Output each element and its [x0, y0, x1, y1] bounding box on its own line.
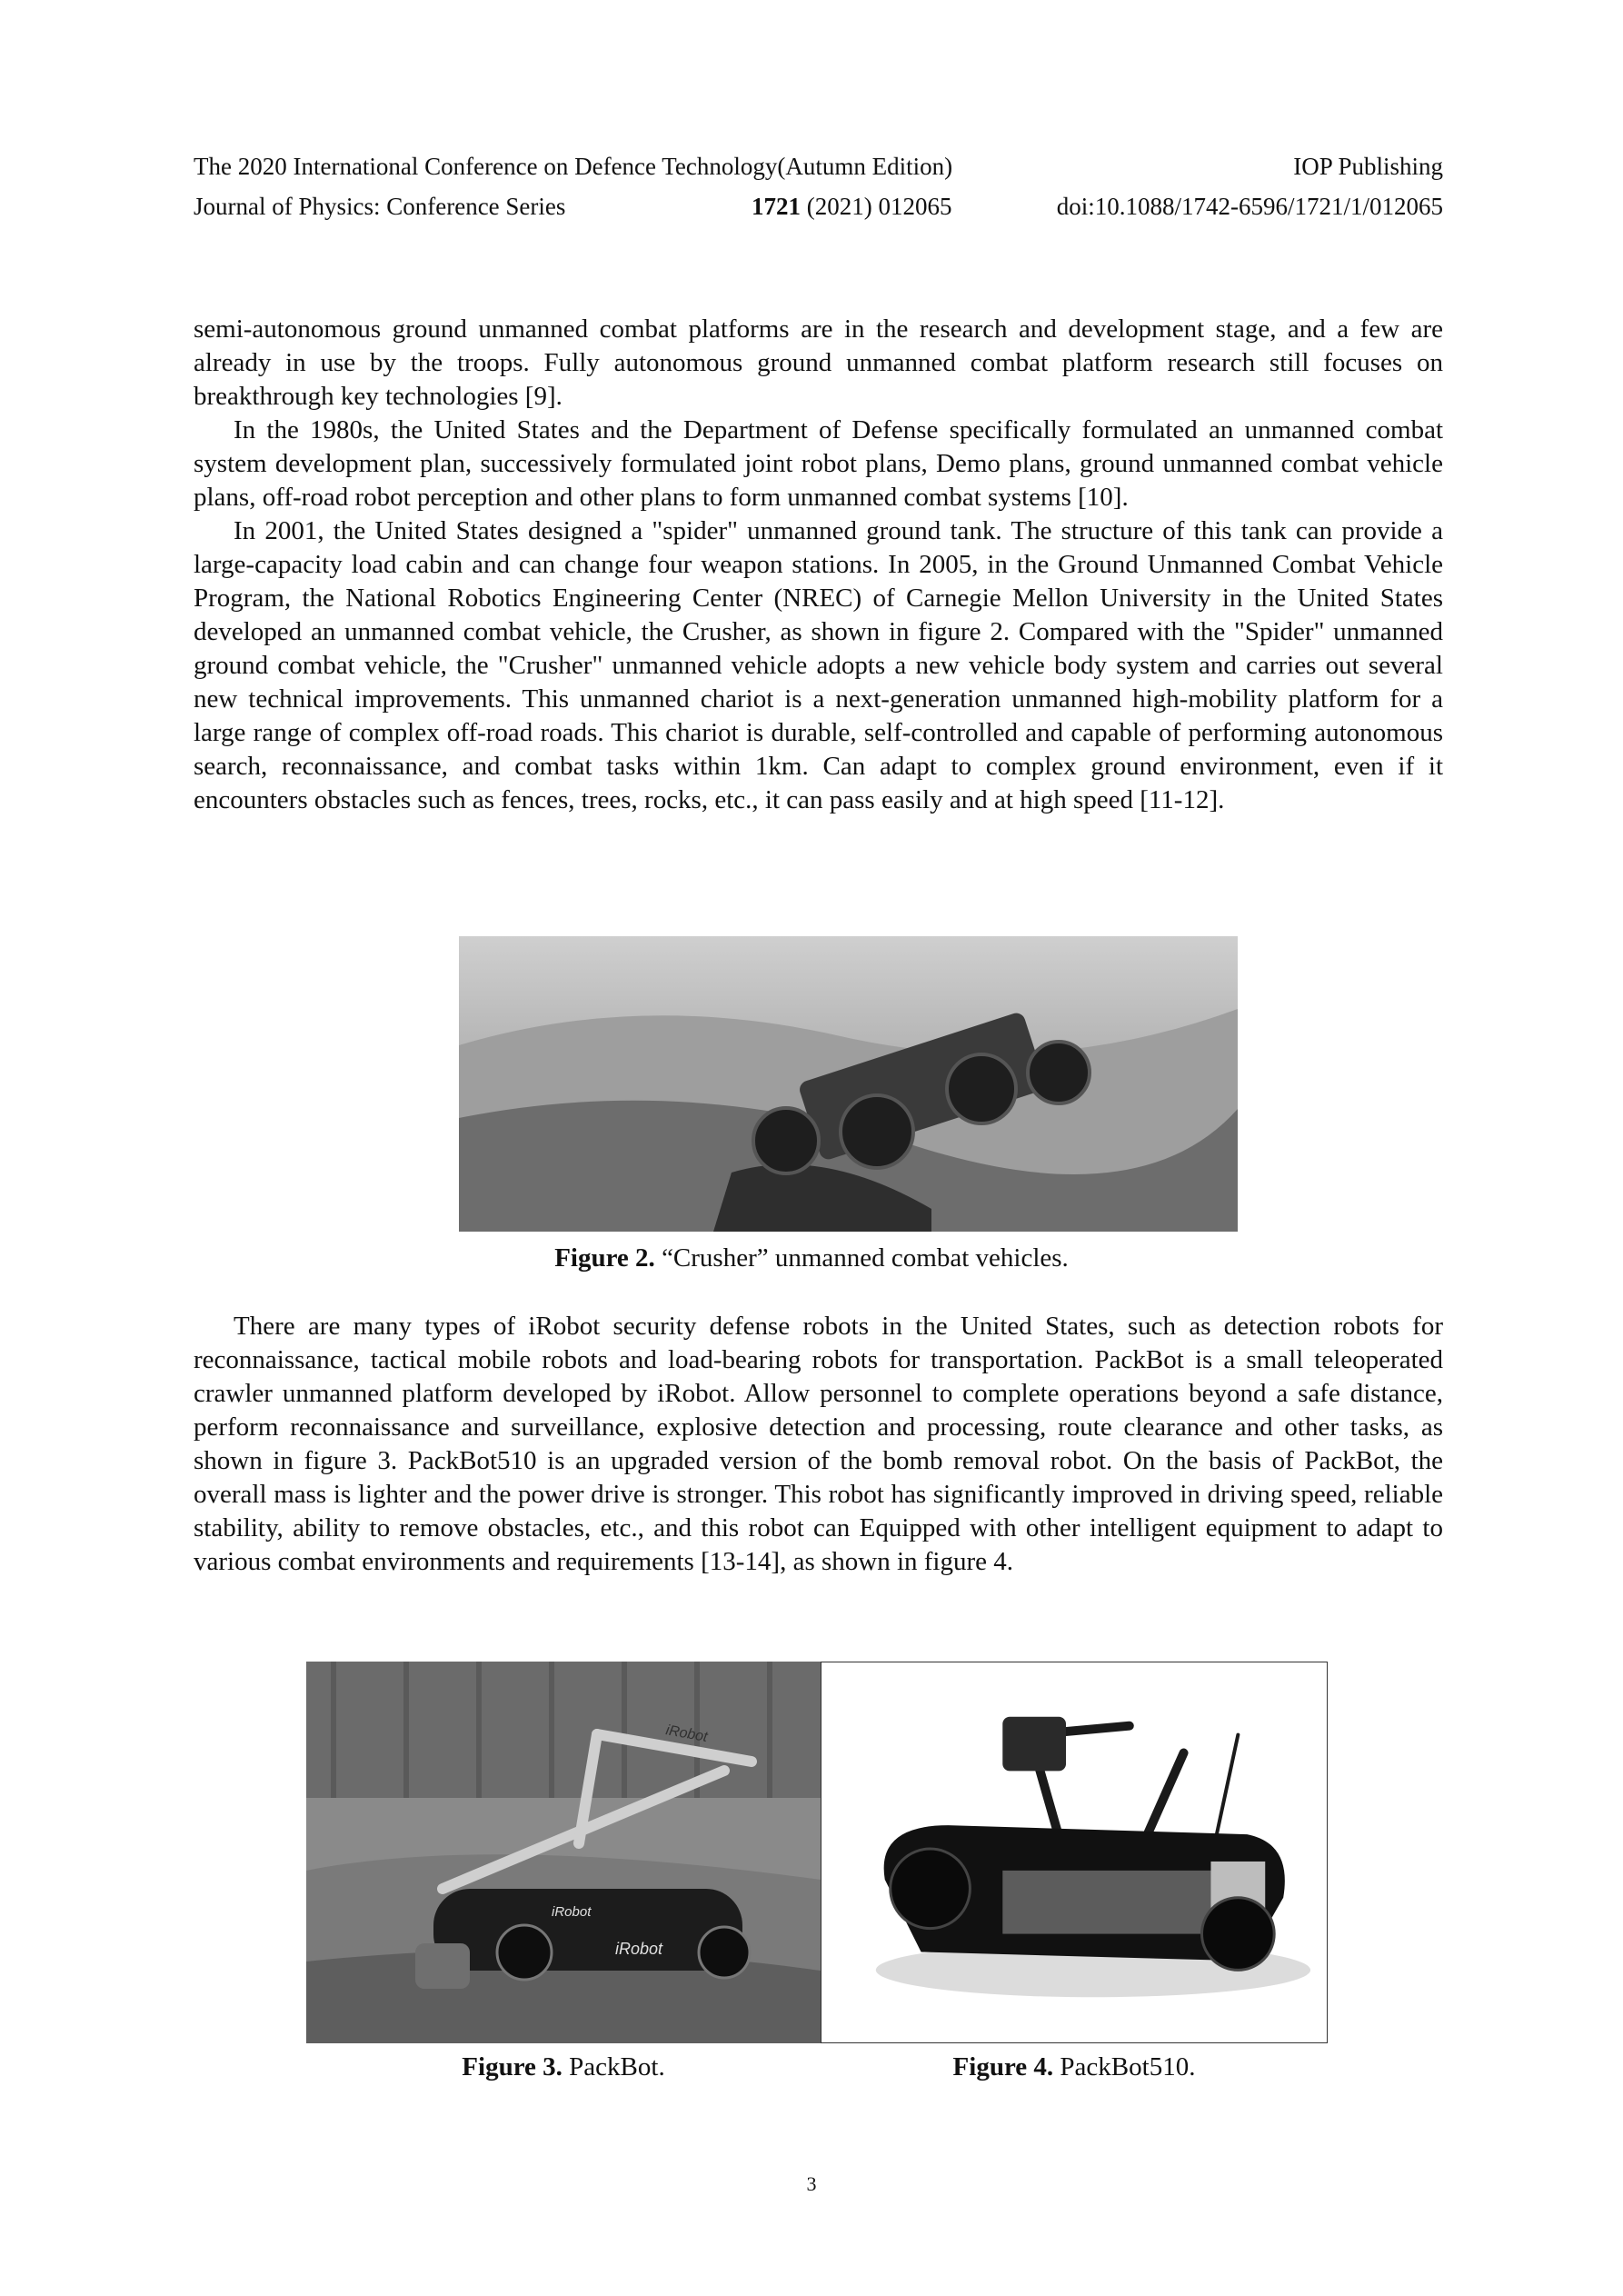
figure-3-packbot-photo — [306, 1662, 821, 2043]
body-text-bottom — [194, 1310, 1443, 1579]
figure-3-caption-text: PackBot. — [569, 2052, 665, 2081]
issue-info: (2021) 012065 — [806, 193, 952, 220]
paragraph: In the 1980s, the United States and the Department of Defense specifically formulated an unmanned combat system development plan, successively formulated joint robot plans, Demo plans, ground unmanned combat vehicle plans, off-road robot perception and other plans to form unmanned combat systems [10]. — [194, 415, 1443, 512]
figure-3-caption — [306, 2051, 821, 2083]
paragraph: There are many types of iRobot security defense robots in the United States, such as detection robots for reconnaissance, tactical mobile robots and load-bearing robots for transportation. PackBot is a small teleoperated crawler unmanned platform developed by iRobot. Allow personnel to complete operations beyond a safe distance, perform reconnaissance and surveillance, explosive detection and processing, route clearance and other tasks, as shown in figure 3. PackBot510 is an upgraded version of the bomb removal robot. On the basis of PackBot, the overall mass is lighter and the power drive is stronger. This robot has significantly improved in driving speed, reliable stability, ability to remove obstacles, etc., and this robot can Equipped with other intelligent equipment to adapt to various combat environments and requirements [13-14], as shown in figure 4. — [194, 1312, 1443, 1576]
volume-info — [752, 191, 951, 222]
packbot-brand-mark-3: iRobot — [552, 1904, 592, 1920]
figure-2-label: Figure 2. — [554, 1243, 655, 1273]
body-text-top — [194, 313, 1443, 817]
figure-3-label: Figure 3. — [462, 2052, 563, 2081]
running-header-line-2 — [194, 191, 1443, 222]
packbot-brand-mark-2: iRobot — [664, 1722, 709, 1745]
volume-number: 1721 — [752, 193, 801, 220]
figure-2-caption — [0, 1242, 1623, 1274]
paragraph: semi-autonomous ground unmanned combat platforms are in the research and development stage, and a few are already in use by the troops. Fully autonomous ground unmanned combat platform research still focuses on breakthrough key technologies [9]. — [194, 314, 1443, 411]
page-number: 3 — [806, 2172, 817, 2195]
conference-title: The 2020 International Conference on Defence Technology(Autumn Edition) — [194, 153, 953, 180]
figure-4-caption — [821, 2051, 1328, 2083]
figure-4-label: Figure 4. — [952, 2052, 1054, 2081]
publisher: IOP Publishing — [1293, 153, 1443, 180]
running-header-line-1 — [194, 151, 1443, 182]
paragraph: In 2001, the United States designed a "spider" unmanned ground tank. The structure of this tank can provide a large-capacity load cabin and can change four weapon stations. In 2005, in the Ground Unmanned Combat Vehicle Program, the National Robotics Engineering Center (NREC) of Carnegie Mellon University in the United States developed an unmanned combat vehicle, the Crusher, as shown in figure 2. Compared with the "Spider" unmanned ground combat vehicle, the "Crusher" unmanned vehicle adopts a new vehicle body system and carries out several new technical improvements. This unmanned chariot is a next-generation unmanned high-mobility platform for a large range of complex off-road roads. This chariot is durable, self-controlled and capable of performing autonomous search, reconnaissance, and combat tasks within 1km. Can adapt to complex ground environment, even if it encounters obstacles such as fences, trees, rocks, etc., it can pass easily and at high speed [11-12]. — [194, 516, 1443, 814]
figure-2-caption-text: “Crusher” unmanned combat vehicles. — [662, 1243, 1069, 1273]
journal-name: Journal of Physics: Conference Series — [194, 193, 566, 220]
figure-2-crusher-photo — [459, 936, 1238, 1232]
figure-4-caption-text: PackBot510. — [1060, 2052, 1196, 2081]
figure-4-packbot510-photo — [821, 1662, 1328, 2043]
doi: doi:10.1088/1742-6596/1721/1/012065 — [1056, 193, 1443, 220]
packbot-brand-mark-1: iRobot — [615, 1940, 663, 1958]
